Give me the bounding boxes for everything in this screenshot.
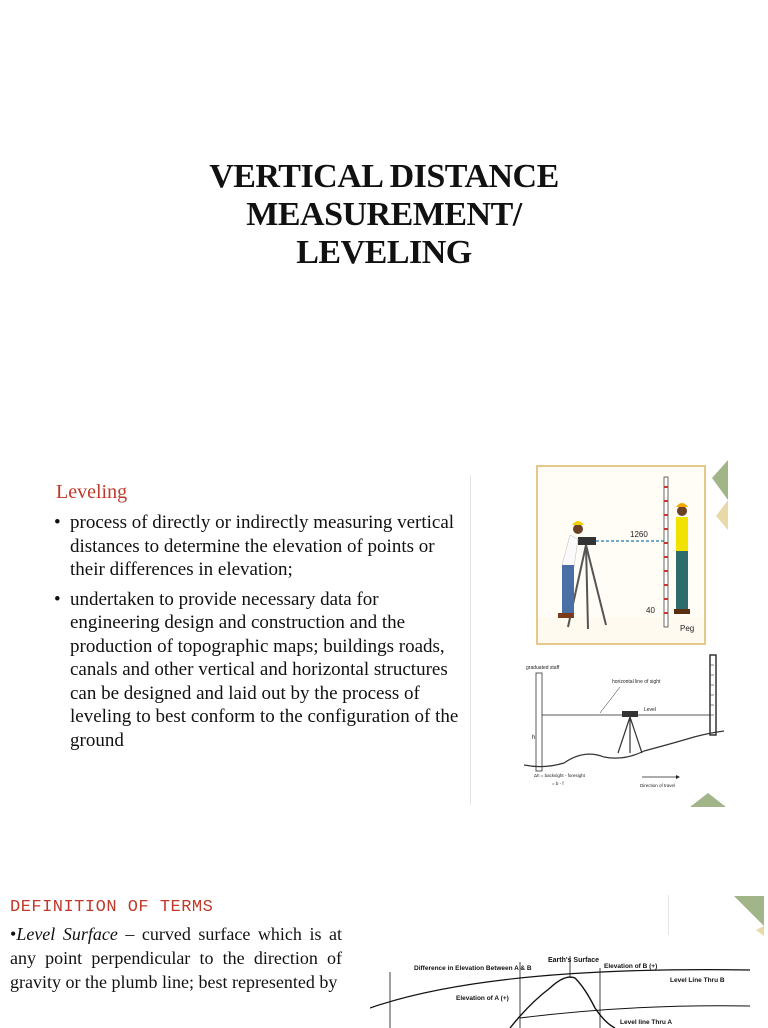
column-divider	[668, 895, 669, 935]
staff-reading-label: 1260	[630, 530, 648, 539]
leveling-diagram	[524, 653, 724, 793]
title-slide	[0, 0, 768, 430]
title-line-1: VERTICAL DISTANCE	[209, 158, 559, 195]
surveying-illustration	[536, 465, 706, 645]
definitions-heading: DEFINITION OF TERMS	[10, 898, 214, 917]
leveling-heading: Leveling	[56, 481, 128, 503]
leveling-bullet-list	[54, 511, 472, 758]
bullet-item	[54, 511, 472, 582]
peg-label: Peg	[680, 624, 695, 633]
staff-label: graduated staff	[526, 665, 560, 671]
bullet-dot: •	[54, 588, 61, 610]
corner-decoration-icon	[734, 896, 764, 936]
term-level-surface: Level Surface	[16, 924, 118, 944]
elevation-b-label: Elevation of B (+)	[604, 963, 658, 970]
h-label: h	[532, 735, 536, 741]
definitions-slide	[0, 890, 768, 1024]
bullet-text: process of directly or indirectly measuring vertical distances to determine the elevation of points or their differences in elevation;	[70, 512, 455, 580]
bullet-item	[54, 588, 472, 753]
level-line-a-label: Level line Thru A	[620, 1019, 673, 1026]
leveling-slide	[0, 455, 768, 815]
line-of-sight-label: horizontal line of sight	[612, 679, 661, 685]
corner-decoration-icon	[690, 793, 726, 807]
corner-decoration-icon	[708, 460, 728, 530]
earths-surface-label: Earth's Surface	[548, 957, 600, 964]
bullet-text: undertaken to provide necessary data for engineering design and construction and the production of topographic maps; buildings roads, canals and other vertical and horizontal structures can be designed and laid out by the process of leveling to best conform to the configuration of the ground	[70, 588, 459, 751]
title-line-2: MEASUREMENT/	[246, 196, 522, 233]
staff-bottom-label: 40	[646, 606, 655, 615]
level-surface-diagram	[370, 948, 750, 1028]
direction-label: Direction of travel	[640, 783, 676, 788]
level-surface-definition: •Level Surface – curved surface which is at any point perpendicular to the direction of gravity or the plumb line; best represented by	[10, 924, 343, 992]
leveling-diagram-svg	[524, 653, 724, 793]
surveyor-figure	[538, 467, 704, 643]
title-line-3: LEVELING	[296, 234, 472, 271]
formula-label-1: Δh = backsight - foresight	[534, 773, 585, 778]
level-label: Level	[644, 707, 656, 713]
level-line-b-label: Level Line Thru B	[670, 977, 725, 984]
elevation-a-label: Elevation of A (+)	[456, 995, 509, 1002]
page-title	[0, 158, 768, 272]
difference-label: Difference in Elevation Between A & B	[414, 965, 532, 972]
definition-text: – curved surface which is at any point perpendicular to the direction of gravity or the plumb line; best represented by	[10, 924, 343, 992]
bullet-dot: •	[54, 512, 61, 533]
formula-label-2: = b - f	[552, 781, 564, 786]
